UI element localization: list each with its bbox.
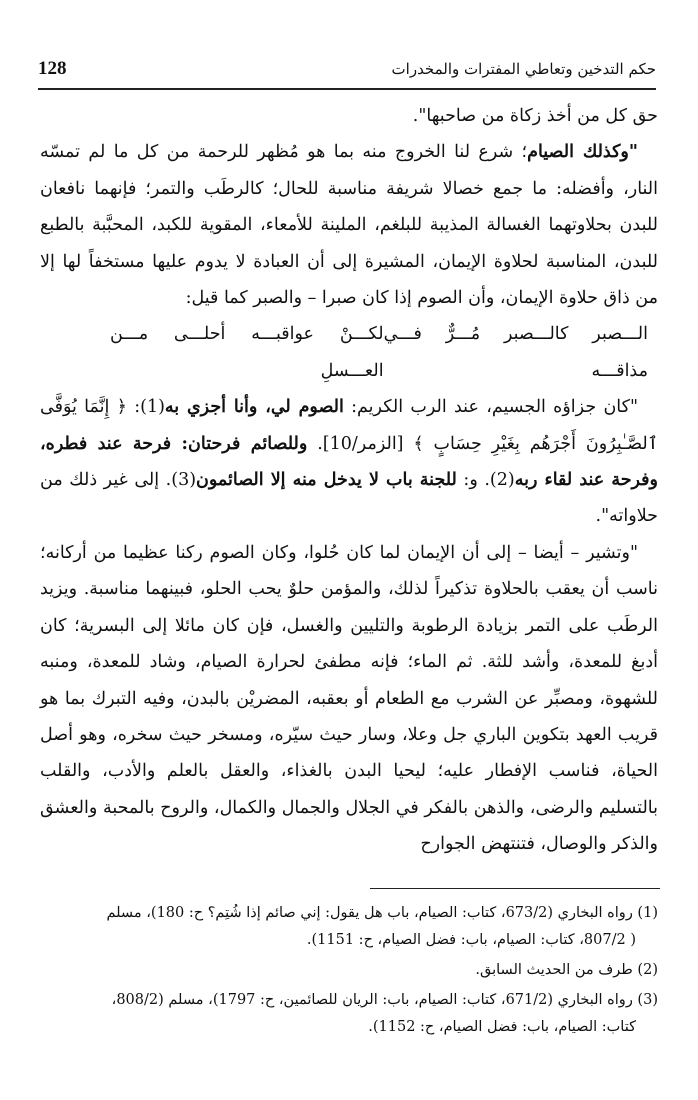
bold-hadith: وللصائم فرحتان: فرحة عند فطره، وفرحة عند لقاء ربه — [40, 433, 658, 491]
paragraph-continuation: حق كل من أخذ زكاة من صاحبها". — [412, 106, 658, 126]
paragraph-text: ؛ شرع لنا الخروج منه بما هو مُظهر للرحمة من كل ما لم تمسّه النار، وأفضله: ما جمع خصالا شريفة مناسبة للحال؛ كالرطَب والتمر؛ فإنهما نافعان للبدن بحلاوتهما الغسالة المذيبة للبلغم، الملينة للأمعاء، المقوية للكبد، المحبَّبة بالطبع للبدن، المناسبة لحلاوة الإيمان، المشيرة إلى أن العبادة لا يدوم عليها مستخفاً لها إلا من ذاق حلاوة الإيمان، وأن الصوم إذا كان صبرا – والصبر كما قيل: — [40, 142, 658, 309]
bold-hadith: الصوم لي، وأنا أجزي به — [164, 397, 344, 418]
page-number: 128 — [38, 58, 67, 79]
running-title: حكم التدخين وتعاطي المفترات والمخدرات — [391, 60, 656, 78]
verse-first-hemistich: الـــصبر كالـــصبر مُـــرٌّ فـــي مذاقـــه — [383, 324, 648, 381]
footnotes — [40, 900, 658, 1044]
footnote-2: (2) طرف من الحديث السابق. — [475, 962, 658, 978]
footnote-1 — [40, 900, 658, 954]
paragraph-reward — [40, 389, 658, 535]
paragraph-fasting — [40, 134, 658, 316]
paragraph-text: (1): ﴿ إِنَّمَا يُوَفَّى ٱلصَّـٰبِرُونَ أَجْرَهُم بِغَيْرِ حِسَابٍ ﴾ [الزمر/10]. — [40, 397, 659, 454]
paragraph-text: (3). إلى غير ذلك من حلاواته". — [40, 470, 658, 527]
footnote-1-line-2: ( 807/2، كتاب: الصيام، باب: فضل الصيام، ح: 1151). — [306, 932, 636, 948]
footnote-3-line-2: كتاب: الصيام، باب: فضل الصيام، ح: 1152). — [368, 1019, 636, 1035]
footnote-3 — [40, 987, 658, 1041]
bold-hadith: للجنة باب لا يدخل منه إلا الصائمون — [196, 470, 457, 491]
main-text — [40, 98, 658, 863]
page-header — [38, 58, 656, 90]
poetry-verse — [40, 316, 658, 389]
paragraph-text: "كان جزاؤه الجسيم، عند الرب الكريم: — [343, 397, 639, 418]
verse-second-hemistich: لكـــنْ عواقبـــه أحلـــى مـــن العـــسلِ — [110, 324, 384, 381]
footnote-3-line-1: (3) رواه البخاري (671/2، كتاب: الصيام، باب: الريان للصائمين، ح: 1797)، مسلم (808/2، — [111, 992, 658, 1008]
paragraph-sweetness: "وتشير – أيضا – إلى أن الإيمان لما كان حُلوا، وكان الصوم ركنا عظيما من أركانه؛ ناسب أن يعقب بالحلاوة تذكيراً لذلك، والمؤمن حلوٌ يحب الحلو، فبينهما مناسبة. ويزيد الرطَب على التمر بزيادة الرطوبة والتليين والغسل، فإن كان مائلا إلى البسرية؛ كان أدبغ للمعدة، وأشد للثة. ثم الماء؛ فإنه مطفئ لحرارة الصيام، وشاد للمعدة، ومنبه للشهوة، ومصبِّر عن الشرب مع الطعام أو بعقبه، المضريْن بالبدن، وفيه التبرك بما هو قريب العهد بتكوين الباري جل وعلا، وسار حيث سيّره، ومسخر حيث سخره، وهو أصل الحياة، فناسب الإفطار عليه؛ ليحيا البدن بالغذاء، والعقل بالعلم والأدب، والقلب بالتسليم والرضى، والذهن بالفكر في الجلال والجمال والكمال، والروح بالمحبة والعشق والذكر والوصال، فتنتهض الجوارح — [40, 542, 658, 855]
bold-phrase: "وكذلك الصيام — [527, 142, 638, 163]
footnote-1-line-1: (1) رواه البخاري (673/2، كتاب: الصيام، باب هل يقول: إني صائم إذا شُتِم؟ ح: 180)، مسلم — [106, 905, 658, 921]
paragraph-text: (2). و: — [456, 470, 515, 491]
footnote-divider — [370, 888, 660, 889]
